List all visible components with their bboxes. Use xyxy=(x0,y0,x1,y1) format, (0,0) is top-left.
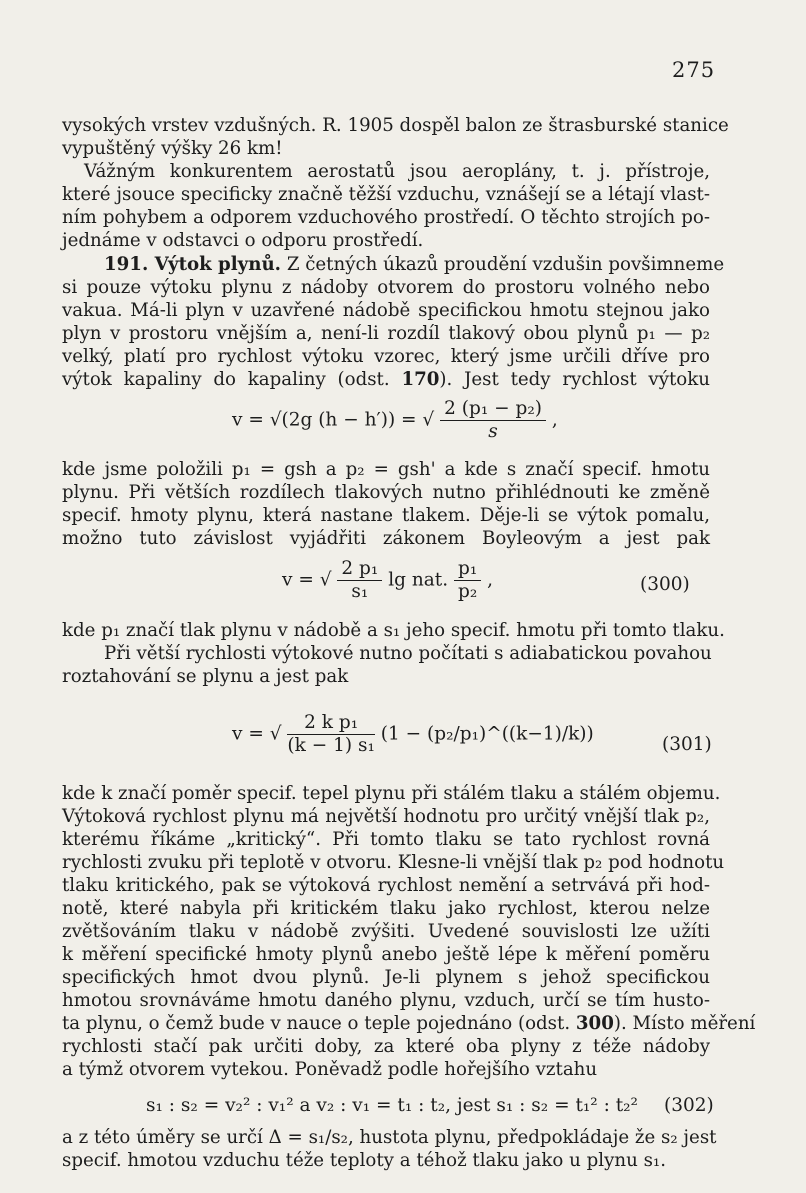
equation-301-denominator: (k − 1) s₁ xyxy=(287,735,375,756)
text-line: kde jsme položili p₁ = gsh a p₂ = gsh' a kde s značí specif. hmotu xyxy=(62,459,710,480)
equation-300-ratio-denominator: p₂ xyxy=(458,581,478,602)
text-line: kde k značí poměr specif. tepel plynu při stálém tlaku a stálém objemu. xyxy=(62,783,721,804)
equation-300-ratio xyxy=(454,558,481,603)
text-line: Vážným konkurentem aerostatů jsou aeroplány, t. j. přístroje, xyxy=(84,161,710,182)
text-span: ta plynu, o čemž bude v nauce o teple pojednáno (odst. xyxy=(62,1013,571,1034)
section-heading-line xyxy=(104,254,725,277)
equation-301-bracket: (1 − (p₂/p₁)^((k−1)/k)) xyxy=(380,723,594,745)
text-line: které jsouce specificky značně těžší vzduchu, vznášejí se a létají vlast- xyxy=(62,184,710,205)
text-line: plyn v prostoru vnějším a, není-li rozdíl tlakový obou plynů p₁ — p₂ xyxy=(62,323,710,344)
text-span: ). Jest tedy rychlost výtoku xyxy=(439,369,710,390)
section-heading: 191. Výtok plynů. xyxy=(104,254,282,275)
text-line: specifických hmot dvou plynů. Je-li plynem s jehož specifickou xyxy=(62,967,710,988)
text-line: specif. hmotou vzduchu téže teploty a téhož tlaku jako u plynu s₁. xyxy=(62,1150,666,1171)
text-line: kde p₁ značí tlak plynu v nádobě a s₁ jeho specif. hmotu při tomto tlaku. xyxy=(62,620,725,641)
text-line: specif. hmoty plynu, která nastane tlakem. Děje-li se výtok pomalu, xyxy=(62,505,710,526)
text-line: rychlosti stačí pak určiti doby, za které oba plyny z téže nádoby xyxy=(62,1036,710,1057)
equation-1-denominator: s xyxy=(488,421,498,442)
text-line: možno tuto závislost vyjádřiti zákonem Boyleovým a jest pak xyxy=(62,528,710,549)
equation-1-lhs: v = √(2g (h − h′)) = √ xyxy=(232,409,435,431)
text-line: a týmž otvorem vytekou. Poněvadž podle hořejšího vztahu xyxy=(62,1059,598,1080)
text-line: zvětšováním tlaku v nádobě zvýšiti. Uvedené souvislosti lze užíti xyxy=(62,921,710,942)
text-line: plynu. Při větších rozdílech tlakových nutno přihlédnouti ke změně xyxy=(62,482,710,503)
text-line: velký, platí pro rychlost výtoku vzorec, který jsme určili dříve pro xyxy=(62,346,710,367)
text-line: rychlosti zvuku při teplotě v otvoru. Klesne-li vnější tlak p₂ pod hodnotu xyxy=(62,852,725,873)
text-line: si pouze výtoku plynu z nádoby otvorem do prostoru volného nebo xyxy=(62,277,710,298)
text-line: vysokých vrstev vzdušných. R. 1905 dospěl balon ze štrasburské stanice xyxy=(62,115,729,136)
equation-302: s₁ : s₂ = v₂² : v₁² a v₂ : v₁ = t₁ : t₂, jest s₁ : s₂ = t₁² : t₂² xyxy=(146,1095,638,1116)
equation-1-fraction xyxy=(440,398,546,443)
equation-1-numerator: 2 (p₁ − p₂) xyxy=(440,398,546,421)
text-line: notě, které nabyla při kritickém tlaku jako rychlost, kterou nelze xyxy=(62,898,710,919)
page-number: 275 xyxy=(672,58,716,82)
equation-1 xyxy=(232,398,558,443)
text-line: kterému říkáme „kritický“. Při tomto tlaku se tato rychlost rovná xyxy=(62,829,710,850)
equation-300-lhs: v = √ xyxy=(282,569,332,591)
text-line: Výtoková rychlost plynu má největší hodnotu pro určitý vnější tlak p₂, xyxy=(62,806,710,827)
text-span: výtok kapaliny do kapaliny (odst. xyxy=(62,369,390,390)
equation-300-fraction xyxy=(337,558,382,603)
equation-number-301: (301) xyxy=(662,734,712,755)
text-line: ním pohybem a odporem vzduchového prostředí. O těchto strojích po- xyxy=(62,207,710,228)
equation-300-lognat: lg nat. xyxy=(388,569,449,591)
text-line: jednáme v odstavci o odporu prostředí. xyxy=(62,230,424,251)
equation-300-comma: , xyxy=(487,569,494,591)
text-span: ). Místo měření xyxy=(613,1013,756,1034)
equation-300-numerator: 2 p₁ xyxy=(337,558,382,581)
equation-number-300: (300) xyxy=(640,574,690,595)
text-line: Při větší rychlosti výtokové nutno počítati s adiabatickou povahou xyxy=(104,643,712,664)
text-line xyxy=(62,1013,756,1036)
equation-300-denominator: s₁ xyxy=(351,581,369,602)
equation-number-302: (302) xyxy=(664,1095,714,1116)
equation-300 xyxy=(282,558,493,603)
equation-300-ratio-numerator: p₁ xyxy=(454,558,481,581)
text-span: Z četných úkazů proudění vzdušin povšimneme xyxy=(286,254,725,275)
reference-300: 300 xyxy=(575,1013,614,1034)
equation-1-comma: , xyxy=(551,409,558,431)
text-line: vakua. Má-li plyn v uzavřené nádobě specifickou hmotu stejnou jako xyxy=(62,300,710,321)
equation-301-fraction xyxy=(287,712,374,757)
reference-170: 170 xyxy=(401,369,440,390)
equation-301-lhs: v = √ xyxy=(232,723,282,745)
text-line: vypuštěný výšky 26 km! xyxy=(62,138,283,159)
equation-301-numerator: 2 k p₁ xyxy=(287,712,374,735)
equation-301 xyxy=(232,712,594,757)
text-line xyxy=(62,369,710,392)
text-line: tlaku kritického, pak se výtoková rychlost nemění a setrvává při hod- xyxy=(62,875,710,896)
text-line: k měření specifické hmoty plynů anebo ještě lépe k měření poměru xyxy=(62,944,710,965)
text-line: a z této úměry se určí Δ = s₁/s₂, hustota plynu, předpokládaje že s₂ jest xyxy=(62,1127,717,1148)
text-line: roztahování se plynu a jest pak xyxy=(62,666,349,687)
text-line: hmotou srovnáváme hmotu daného plynu, vzduch, určí se tím husto- xyxy=(62,990,710,1011)
